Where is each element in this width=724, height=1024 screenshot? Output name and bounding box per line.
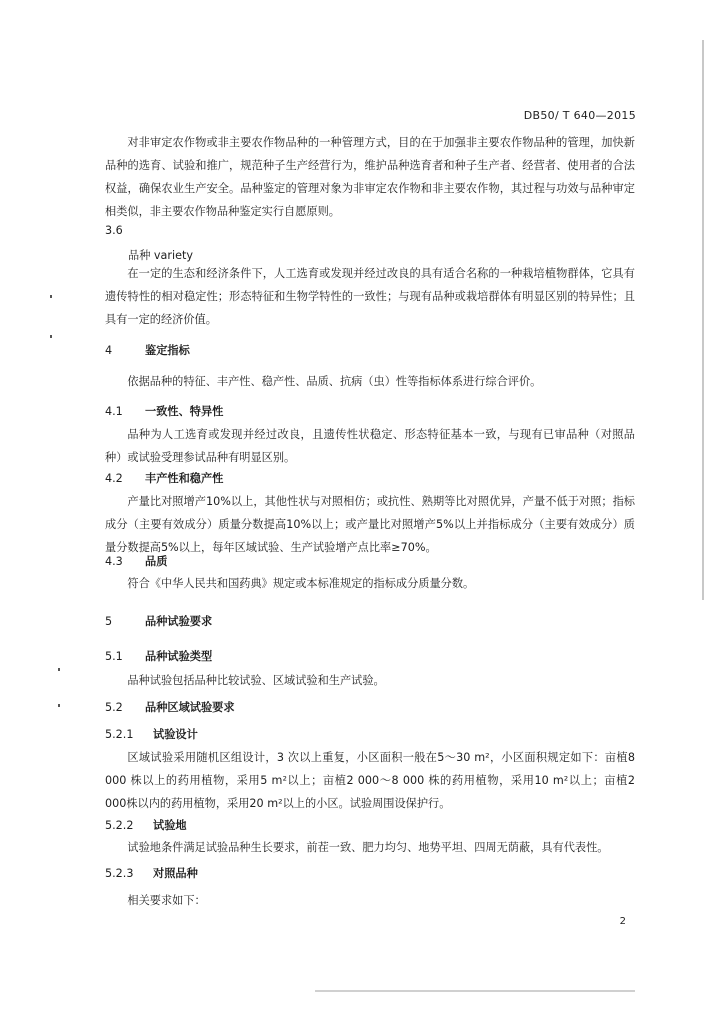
clause-5-1-heading [105, 648, 212, 664]
clause-title: 品种试验类型 [145, 650, 213, 663]
term-variety: 品种 variety [128, 249, 194, 262]
clause-4-3-text: 符合《中华人民共和国药典》规定或本标准规定的指标成分质量分数。 [127, 577, 475, 590]
standard-number: DB50/ T 640—2015 [523, 109, 636, 122]
clause-number: 5.1 [105, 650, 123, 663]
clause-5-2-1-heading [105, 726, 198, 742]
clause-5-2-1-text: 区域试验采用随机区组设计，3 次以上重复，小区面积一般在5～30 m²，小区面积规定如下：亩植8 000 株以上的药用植物，采用5 m²以上；亩植2 000～8 000 株的药用植物，采用10 m²以上；亩植2 000株以内的药用植物，采用20 m²以上的小区。试验周围设保护行。 [105, 751, 635, 810]
section-5-heading [105, 613, 212, 629]
clause-4-2-heading [105, 470, 223, 486]
scan-edge-line [702, 40, 704, 600]
section-4-heading [105, 342, 190, 358]
clause-number: 5.2.2 [105, 819, 134, 832]
clause-number: 5.2.3 [105, 867, 134, 880]
clause-5-2-2-text: 试验地条件满足试验品种生长要求，前茬一致、肥力均匀、地势平坦、四周无荫蔽，具有代表性。 [127, 841, 609, 854]
clause-number: 4.2 [105, 472, 123, 485]
intro-paragraph: 对非审定农作物或非主要农作物品种的一种管理方式，目的在于加强非主要农作物品种的管理，加快新品种的选育、试验和推广，规范种子生产经营行为，维护品种选育者和种子生产者、经营者、使用者的合法权益，确保农业生产安全。品种鉴定的管理对象为非审定农作物和非主要农作物，其过程与功效与品种审定相类似，非主要农作物品种鉴定实行自愿原则。 [105, 136, 635, 218]
section-number: 4 [105, 344, 113, 357]
term-variety-definition: 在一定的生态和经济条件下，人工选育或发现并经过改良的具有适合名称的一种栽培植物群体，它具有遗传特性的相对稳定性；形态特征和生物学特性的一致性；与现有品种或栽培群体有明显区别的特异性；且具有一定的经济价值。 [105, 267, 635, 326]
section-4-text: 依据品种的特征、丰产性、稳产性、品质、抗病（虫）性等指标体系进行综合评价。 [127, 375, 542, 388]
scan-speck [58, 668, 60, 671]
clause-title: 试验地 [153, 819, 187, 832]
clause-4-1-heading [105, 403, 223, 419]
clause-title: 品种区域试验要求 [145, 701, 235, 714]
section-title: 鉴定指标 [145, 344, 190, 357]
clause-5-2-heading [105, 699, 235, 715]
clause-title: 一致性、特异性 [145, 405, 224, 418]
clause-3-6-number: 3.6 [105, 224, 123, 237]
clause-number: 5.2.1 [105, 728, 134, 741]
clause-number: 4.3 [105, 555, 123, 568]
clause-title: 丰产性和稳产性 [145, 472, 224, 485]
clause-title: 品质 [145, 555, 168, 568]
scan-speck [50, 335, 52, 338]
clause-number: 5.2 [105, 701, 123, 714]
clause-4-3-heading [105, 553, 167, 569]
bottom-scan-line [315, 990, 635, 992]
scan-speck [58, 704, 60, 707]
clause-number: 4.1 [105, 405, 123, 418]
clause-4-1-text: 品种为人工选育或发现并经过改良，且遗传性状稳定、形态特征基本一致，与现有已审品种（对照品种）或试验受理参试品种有明显区别。 [105, 428, 635, 464]
page-number: 2 [619, 916, 626, 927]
clause-title: 试验设计 [153, 728, 198, 741]
clause-5-2-3-text: 相关要求如下： [127, 894, 206, 907]
section-number: 5 [105, 615, 113, 628]
clause-title: 对照品种 [153, 867, 198, 880]
clause-5-2-3-heading [105, 865, 198, 881]
clause-5-1-text: 品种试验包括品种比较试验、区域试验和生产试验。 [127, 674, 385, 687]
scan-speck [50, 295, 52, 298]
clause-5-2-2-heading [105, 817, 187, 833]
section-title: 品种试验要求 [145, 615, 213, 628]
clause-4-2-text: 产量比对照增产10%以上，其他性状与对照相仿；或抗性、熟期等比对照优异，产量不低于对照；指标成分（主要有效成分）质量分数提高10%以上；或产量比对照增产5%以上并指标成分（主要有效成分）质量分数提高5%以上，每年区域试验、生产试验增产点比率≥70%。 [105, 495, 635, 554]
